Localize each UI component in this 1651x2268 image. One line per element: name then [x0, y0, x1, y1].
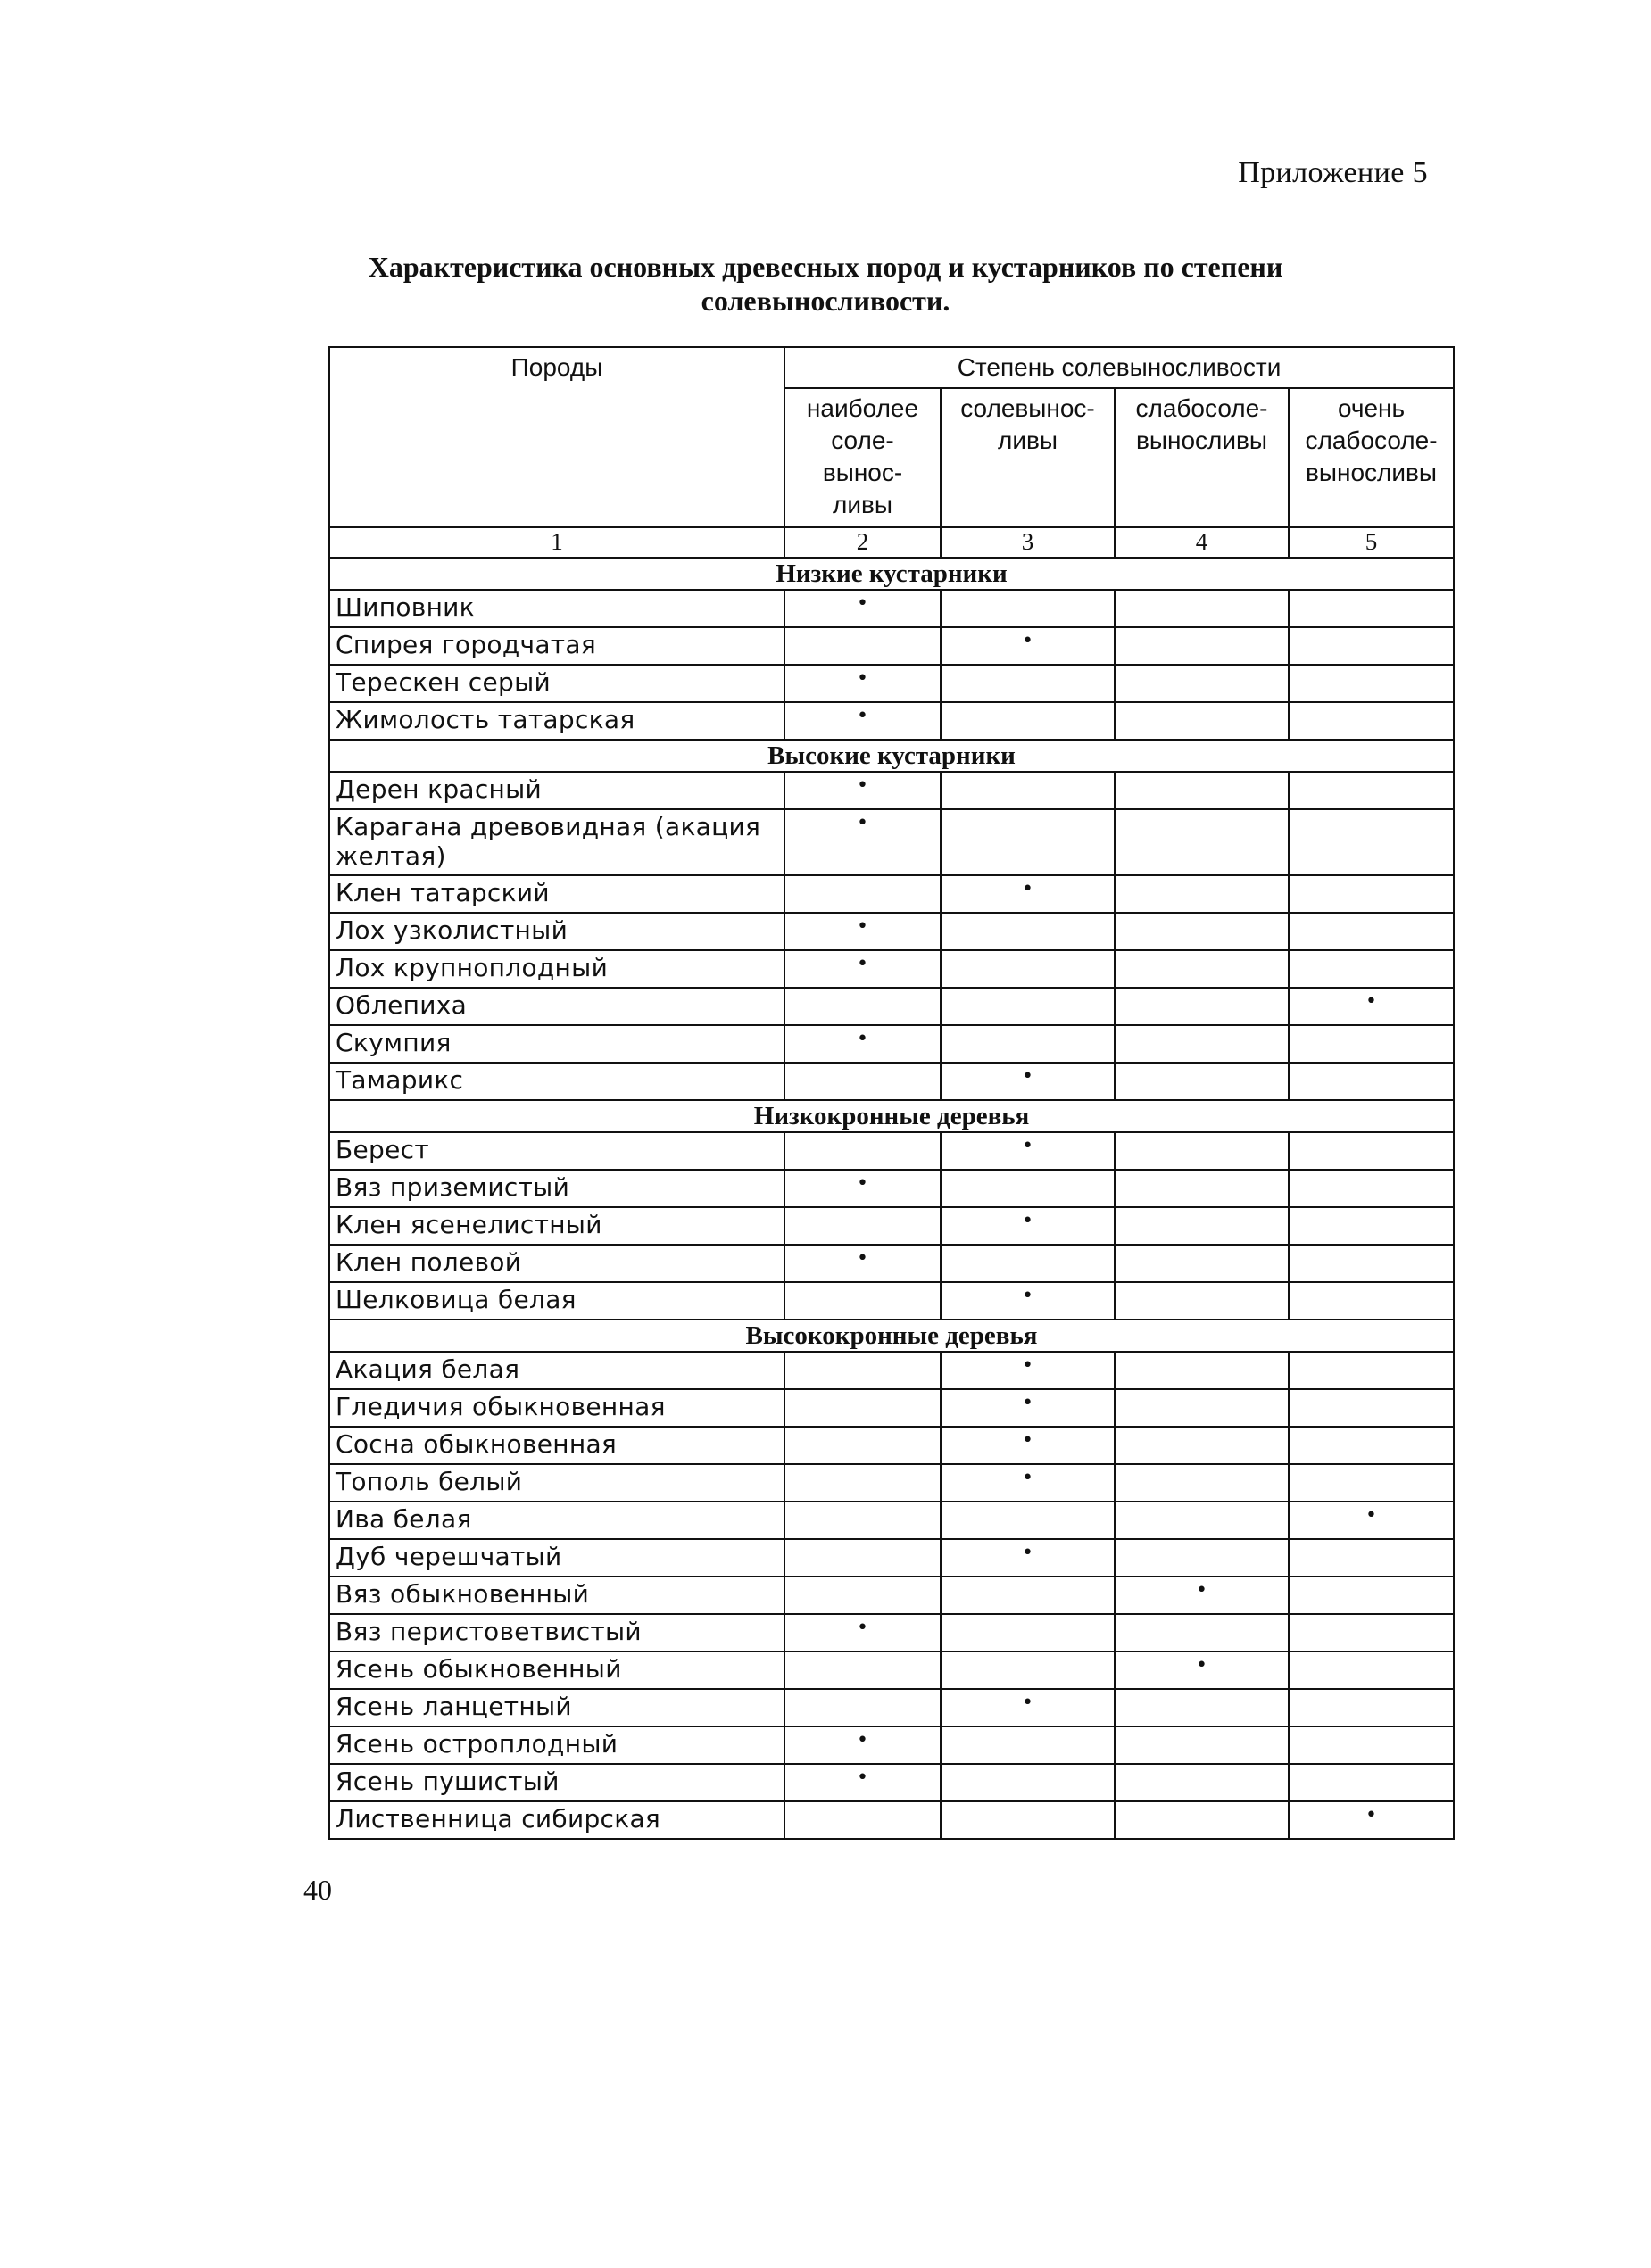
column-number: 1: [329, 527, 784, 558]
tolerance-cell: [784, 1063, 941, 1100]
tolerance-cell: [941, 1389, 1115, 1427]
header-weakly-tolerant: [1115, 388, 1289, 527]
tolerance-cell: [941, 1427, 1115, 1464]
tolerance-cell: [941, 1025, 1115, 1063]
tolerance-mark: •: [1365, 990, 1378, 1013]
species-name: Клен полевой: [329, 1245, 784, 1282]
tolerance-mark: •: [1196, 1654, 1207, 1676]
tolerance-cell: [1289, 913, 1454, 950]
tolerance-cell: [1115, 1352, 1289, 1389]
tolerance-cell: [1289, 950, 1454, 988]
species-name: Лиственница сибирская: [329, 1801, 784, 1839]
tolerance-cell: [941, 1207, 1115, 1245]
tolerance-mark: •: [1365, 1504, 1378, 1527]
tolerance-cell: [941, 809, 1115, 875]
tolerance-cell: [1115, 1689, 1289, 1726]
tolerance-mark: •: [1022, 1210, 1033, 1232]
section-row: [329, 740, 1454, 772]
species-name: Ясень ланцетный: [329, 1689, 784, 1726]
table-row: [329, 913, 1454, 950]
tolerance-mark: •: [1022, 1429, 1033, 1452]
table-row: [329, 1282, 1454, 1320]
species-name: Скумпия: [329, 1025, 784, 1063]
tolerance-cell: [1115, 950, 1289, 988]
table-row: [329, 1427, 1454, 1464]
tolerance-mark: •: [1365, 1804, 1378, 1826]
tolerance-cell: [1115, 590, 1289, 627]
table-row: [329, 875, 1454, 913]
table-row: [329, 1170, 1454, 1207]
species-name: Тополь белый: [329, 1464, 784, 1502]
table-row: [329, 1651, 1454, 1689]
table-row: [329, 627, 1454, 665]
tolerance-cell: [1115, 1245, 1289, 1282]
table-row: [329, 1063, 1454, 1100]
section-row: [329, 558, 1454, 590]
table-row: [329, 772, 1454, 809]
tolerance-cell: [784, 1025, 941, 1063]
tolerance-cell: [784, 702, 941, 740]
table-row: [329, 590, 1454, 627]
column-number-row: [329, 527, 1454, 558]
tolerance-cell: [1289, 1464, 1454, 1502]
species-name: Вяз перистоветвистый: [329, 1614, 784, 1651]
salt-tolerance-table-container: [328, 346, 1453, 1840]
tolerance-cell: [784, 772, 941, 809]
species-name: Ясень пушистый: [329, 1764, 784, 1801]
tolerance-cell: [1115, 627, 1289, 665]
species-name: Ясень остроплодный: [329, 1726, 784, 1764]
tolerance-cell: [941, 913, 1115, 950]
tolerance-cell: [941, 1577, 1115, 1614]
tolerance-mark: •: [857, 774, 868, 797]
tolerance-cell: [1289, 627, 1454, 665]
tolerance-cell: [1115, 1282, 1289, 1320]
tolerance-cell: [1115, 1614, 1289, 1651]
tolerance-cell: [1115, 1132, 1289, 1170]
tolerance-cell: [784, 1689, 941, 1726]
tolerance-mark: •: [857, 915, 868, 938]
tolerance-cell: [941, 1689, 1115, 1726]
tolerance-cell: [941, 1464, 1115, 1502]
table-row: [329, 1502, 1454, 1539]
header-very-weakly-tolerant-label: очень слабосоле- выносливы: [1305, 394, 1438, 486]
table-row: [329, 1577, 1454, 1614]
table-row: [329, 1614, 1454, 1651]
tolerance-cell: [1115, 875, 1289, 913]
table-row: [329, 1464, 1454, 1502]
tolerance-cell: [1289, 665, 1454, 702]
appendix-label: Приложение 5: [1238, 156, 1428, 189]
header-tolerant-label: солевынос- ливы: [960, 394, 1095, 454]
tolerance-cell: [784, 913, 941, 950]
table-row: [329, 1245, 1454, 1282]
tolerance-cell: [784, 1132, 941, 1170]
tolerance-cell: [941, 1502, 1115, 1539]
tolerance-cell: [941, 665, 1115, 702]
tolerance-mark: •: [1196, 1579, 1207, 1602]
tolerance-cell: [1115, 1464, 1289, 1502]
tolerance-cell: [1289, 875, 1454, 913]
tolerance-cell: [1289, 1801, 1454, 1839]
tolerance-cell: [941, 1726, 1115, 1764]
tolerance-cell: [941, 627, 1115, 665]
species-name: Карагана древовидная (акация желтая): [329, 809, 784, 875]
section-title: Высокие кустарники: [329, 740, 1454, 772]
tolerance-cell: [941, 1132, 1115, 1170]
tolerance-cell: [1289, 1389, 1454, 1427]
tolerance-cell: [1289, 1539, 1454, 1577]
tolerance-mark: •: [1022, 878, 1033, 900]
tolerance-cell: [941, 1801, 1115, 1839]
tolerance-cell: [941, 1170, 1115, 1207]
page-number: 40: [303, 1874, 332, 1906]
section-title: Низкокронные деревья: [329, 1100, 1454, 1132]
species-name: Вяз приземистый: [329, 1170, 784, 1207]
tolerance-cell: [1289, 1577, 1454, 1614]
species-name: Берест: [329, 1132, 784, 1170]
tolerance-mark: •: [857, 667, 868, 690]
tolerance-cell: [784, 1282, 941, 1320]
tolerance-cell: [784, 1170, 941, 1207]
header-tolerance-group: Степень солевыносливости: [784, 347, 1454, 388]
tolerance-cell: [1115, 809, 1289, 875]
tolerance-mark: •: [857, 592, 868, 615]
table-row: [329, 1764, 1454, 1801]
species-name: Шиповник: [329, 590, 784, 627]
tolerance-cell: [784, 1801, 941, 1839]
species-name: Акация белая: [329, 1352, 784, 1389]
species-name: Жимолость татарская: [329, 702, 784, 740]
table-row: [329, 1207, 1454, 1245]
tolerance-mark: •: [1022, 1542, 1033, 1564]
tolerance-mark: •: [857, 953, 868, 975]
species-name: Гледичия обыкновенная: [329, 1389, 784, 1427]
tolerance-cell: [1115, 1063, 1289, 1100]
tolerance-cell: [784, 1464, 941, 1502]
column-number: 4: [1115, 527, 1289, 558]
tolerance-cell: [784, 1726, 941, 1764]
tolerance-cell: [784, 1651, 941, 1689]
tolerance-cell: [1289, 1764, 1454, 1801]
table-body: [329, 558, 1454, 1839]
tolerance-cell: [1289, 590, 1454, 627]
species-name: Шелковица белая: [329, 1282, 784, 1320]
tolerance-cell: [1289, 809, 1454, 875]
title-line-1: Характеристика основных древесных пород и кустарников по степени: [368, 251, 1283, 283]
header-weakly-tolerant-label: слабосоле- выносливы: [1135, 394, 1268, 454]
tolerance-cell: [1115, 988, 1289, 1025]
tolerance-cell: [784, 1764, 941, 1801]
species-name: Дерен красный: [329, 772, 784, 809]
tolerance-cell: [1289, 772, 1454, 809]
tolerance-cell: [1115, 913, 1289, 950]
table-row: [329, 1539, 1454, 1577]
tolerance-cell: [1115, 702, 1289, 740]
tolerance-cell: [1115, 772, 1289, 809]
tolerance-cell: [1289, 1063, 1454, 1100]
species-name: Вяз обыкновенный: [329, 1577, 784, 1614]
tolerance-cell: [1115, 1577, 1289, 1614]
tolerance-cell: [1289, 988, 1454, 1025]
column-number: 2: [784, 527, 941, 558]
tolerance-mark: •: [857, 1729, 868, 1751]
section-row: [329, 1320, 1454, 1352]
tolerance-cell: [784, 590, 941, 627]
tolerance-cell: [1289, 1726, 1454, 1764]
species-name: Лох узколистный: [329, 913, 784, 950]
tolerance-mark: •: [857, 1172, 868, 1195]
column-number: 3: [941, 527, 1115, 558]
species-name: Спирея городчатая: [329, 627, 784, 665]
tolerance-cell: [941, 988, 1115, 1025]
table-row: [329, 665, 1454, 702]
tolerance-cell: [1289, 1502, 1454, 1539]
tolerance-cell: [1115, 1726, 1289, 1764]
tolerance-cell: [1289, 1025, 1454, 1063]
column-number: 5: [1289, 527, 1454, 558]
tolerance-cell: [1115, 1170, 1289, 1207]
tolerance-cell: [941, 702, 1115, 740]
tolerance-cell: [784, 1539, 941, 1577]
tolerance-cell: [784, 1577, 941, 1614]
tolerance-cell: [1115, 1025, 1289, 1063]
species-name: Терескен серый: [329, 665, 784, 702]
section-row: [329, 1100, 1454, 1132]
tolerance-cell: [1115, 1502, 1289, 1539]
tolerance-cell: [784, 809, 941, 875]
tolerance-cell: [941, 1352, 1115, 1389]
tolerance-mark: •: [1022, 1392, 1033, 1414]
table-row: [329, 950, 1454, 988]
tolerance-cell: [784, 1352, 941, 1389]
tolerance-cell: [1115, 665, 1289, 702]
tolerance-cell: [1289, 1614, 1454, 1651]
tolerance-cell: [784, 627, 941, 665]
tolerance-cell: [941, 590, 1115, 627]
header-most-tolerant: [784, 388, 941, 527]
section-title: Высококронные деревья: [329, 1320, 1454, 1352]
tolerance-cell: [784, 1427, 941, 1464]
species-name: Облепиха: [329, 988, 784, 1025]
tolerance-cell: [784, 988, 941, 1025]
title-line-2: солевыносливости.: [701, 285, 950, 317]
tolerance-cell: [1289, 1170, 1454, 1207]
table-row: [329, 1352, 1454, 1389]
species-name: Лох крупноплодный: [329, 950, 784, 988]
table-row: [329, 1132, 1454, 1170]
tolerance-cell: [1289, 1651, 1454, 1689]
tolerance-cell: [784, 1389, 941, 1427]
tolerance-cell: [941, 1764, 1115, 1801]
tolerance-cell: [784, 665, 941, 702]
tolerance-cell: [1289, 1352, 1454, 1389]
header-species: Породы: [329, 347, 784, 527]
tolerance-mark: •: [1022, 1467, 1033, 1489]
tolerance-cell: [941, 772, 1115, 809]
tolerance-mark: •: [1022, 1135, 1033, 1157]
header-tolerant: [941, 388, 1115, 527]
species-name: Клен ясенелистный: [329, 1207, 784, 1245]
tolerance-cell: [1115, 1764, 1289, 1801]
tolerance-cell: [784, 1614, 941, 1651]
tolerance-cell: [1115, 1427, 1289, 1464]
species-name: Дуб черешчатый: [329, 1539, 784, 1577]
tolerance-mark: •: [857, 1767, 868, 1789]
tolerance-cell: [941, 1063, 1115, 1100]
tolerance-cell: [1115, 1651, 1289, 1689]
section-title: Низкие кустарники: [329, 558, 1454, 590]
tolerance-cell: [941, 950, 1115, 988]
table-row: [329, 1726, 1454, 1764]
tolerance-cell: [941, 1614, 1115, 1651]
tolerance-mark: •: [1022, 1354, 1033, 1377]
tolerance-cell: [1289, 1689, 1454, 1726]
species-name: Клен татарский: [329, 875, 784, 913]
tolerance-cell: [784, 950, 941, 988]
table-row: [329, 809, 1454, 875]
tolerance-cell: [1289, 1282, 1454, 1320]
tolerance-cell: [1289, 1207, 1454, 1245]
tolerance-cell: [1115, 1539, 1289, 1577]
tolerance-cell: [941, 1539, 1115, 1577]
tolerance-cell: [784, 1502, 941, 1539]
salt-tolerance-table: [328, 346, 1455, 1840]
tolerance-mark: •: [1022, 1285, 1033, 1307]
tolerance-cell: [1115, 1389, 1289, 1427]
tolerance-cell: [941, 1245, 1115, 1282]
tolerance-cell: [1115, 1801, 1289, 1839]
table-row: [329, 1389, 1454, 1427]
tolerance-cell: [1289, 1245, 1454, 1282]
tolerance-mark: •: [857, 1028, 868, 1050]
tolerance-cell: [1289, 702, 1454, 740]
tolerance-cell: [941, 875, 1115, 913]
tolerance-mark: •: [857, 705, 868, 727]
table-row: [329, 1689, 1454, 1726]
tolerance-cell: [1289, 1427, 1454, 1464]
species-name: Ива белая: [329, 1502, 784, 1539]
tolerance-cell: [784, 1245, 941, 1282]
species-name: Тамарикс: [329, 1063, 784, 1100]
document-title: [0, 250, 1651, 318]
tolerance-cell: [784, 1207, 941, 1245]
header-very-weakly-tolerant: [1289, 388, 1454, 527]
tolerance-mark: •: [1022, 630, 1033, 652]
table-row: [329, 702, 1454, 740]
tolerance-mark: •: [857, 812, 868, 834]
tolerance-cell: [784, 875, 941, 913]
table-row: [329, 1801, 1454, 1839]
tolerance-mark: •: [857, 1247, 868, 1270]
tolerance-cell: [1289, 1132, 1454, 1170]
table-row: [329, 1025, 1454, 1063]
tolerance-cell: [1115, 1207, 1289, 1245]
table-row: [329, 988, 1454, 1025]
tolerance-cell: [941, 1282, 1115, 1320]
header-most-tolerant-label: наиболее соле- вынос- ливы: [806, 394, 919, 518]
species-name: Ясень обыкновенный: [329, 1651, 784, 1689]
tolerance-mark: •: [1022, 1692, 1033, 1714]
species-name: Сосна обыкновенная: [329, 1427, 784, 1464]
tolerance-cell: [941, 1651, 1115, 1689]
tolerance-mark: •: [1022, 1065, 1033, 1088]
tolerance-mark: •: [857, 1617, 868, 1639]
